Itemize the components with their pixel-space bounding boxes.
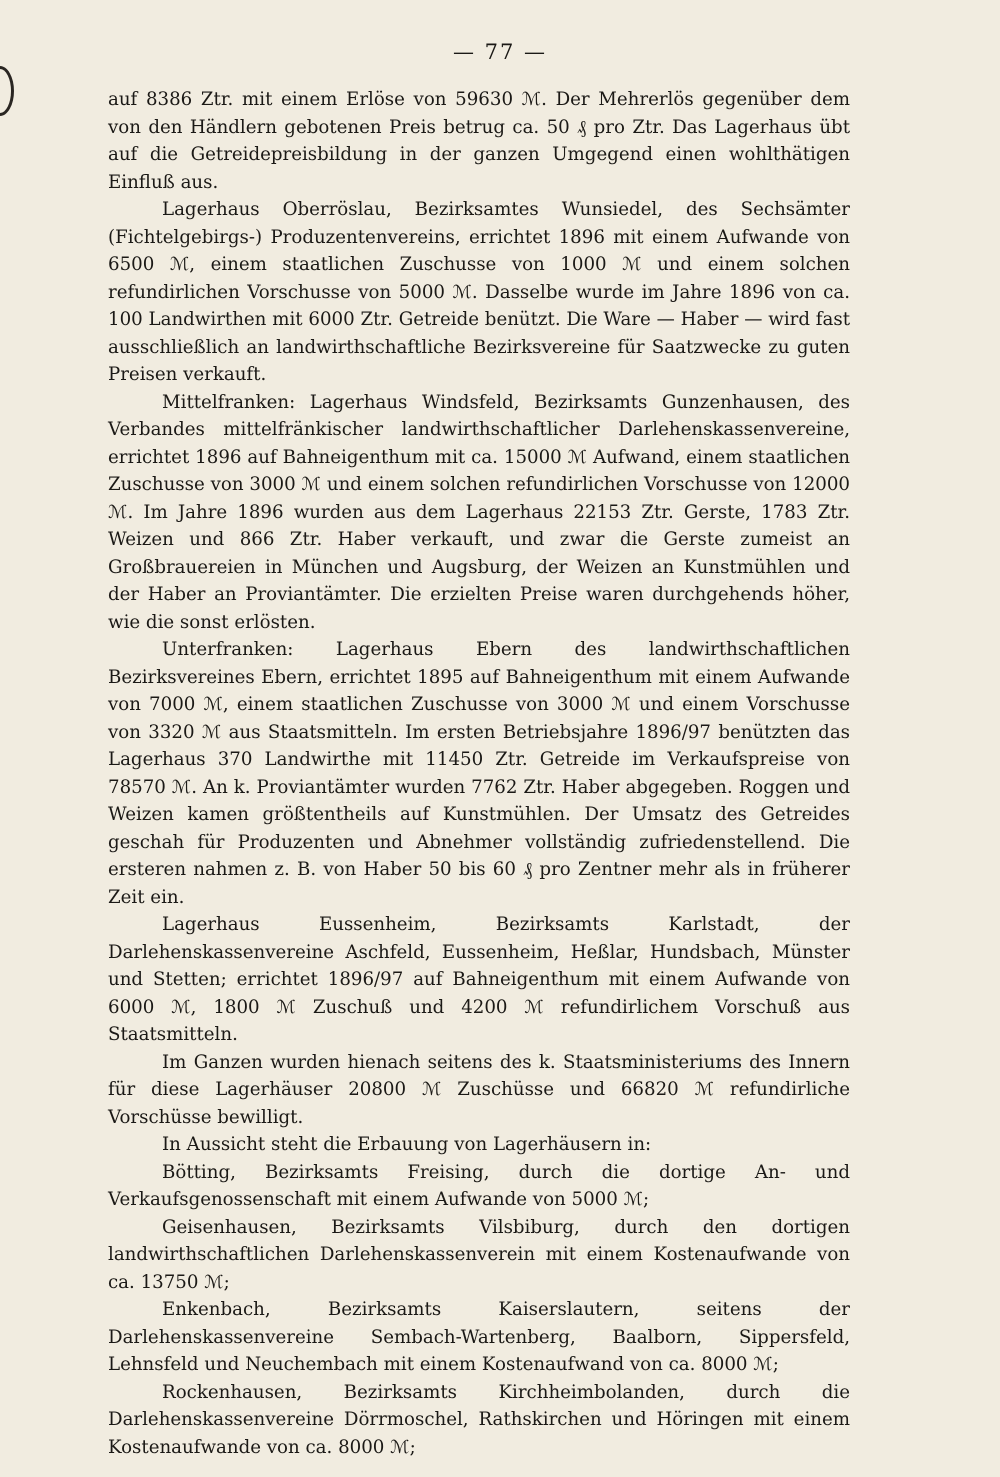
- body-text: [108, 86, 850, 1461]
- paragraph-1: auf 8386 Ztr. mit einem Erlöse von 59630 ℳ. Der Mehrerlös gegenüber dem von den Händlern gebotenen Preis betrug ca. 50 ₰ pro Ztr. Das Lagerhaus übt auf die Getreidepreisbildung in der ganzen Umgegend einen wohlthätigen Einfluß aus.: [108, 89, 850, 193]
- paragraph-5: Lagerhaus Eussenheim, Bezirksamts Karlstadt, der Darlehenskassenvereine Aschfeld, Eussenheim, Heßlar, Hundsbach, Münster und Stetten; errichtet 1896/97 auf Bahneigenthum mit einem Aufwande von 6000 ℳ, 1800 ℳ Zuschuß und 4200 ℳ refundirlichem Vorschuß aus Staatsmitteln.: [108, 914, 850, 1045]
- page-number: — 77 —: [452, 40, 548, 64]
- paragraph-2: Lagerhaus Oberröslau, Bezirksamtes Wunsiedel, des Sechsämter (Fichtelgebirgs-) Produzentenvereins, errichtet 1896 mit einem Aufwande von 6500 ℳ, einem staatlichen Zuschusse von 1000 ℳ und einem solchen refundirlichen Vorschusse von 5000 ℳ. Dasselbe wurde im Jahre 1896 von ca. 100 Landwirthen mit 6000 Ztr. Getreide benützt. Die Ware — Haber — wird fast ausschließlich an landwirthschaftliche Bezirksvereine für Saatzwecke zu guten Preisen verkauft.: [108, 199, 850, 385]
- binding-edge-mark: [0, 66, 14, 116]
- paragraph-6: Im Ganzen wurden hienach seitens des k. Staatsministeriums des Innern für diese Lagerhäuser 20800 ℳ Zuschüsse und 66820 ℳ refundirliche Vorschüsse bewilligt.: [108, 1051, 850, 1128]
- paragraph-10: Enkenbach, Bezirksamts Kaiserslautern, seitens der Darlehenskassenvereine Sembach-Wartenberg, Baalborn, Sippersfeld, Lehnsfeld und Neuchembach mit einem Kostenaufwand von ca. 8000 ℳ;: [108, 1299, 850, 1375]
- paragraph-7: In Aussicht steht die Erbauung von Lagerhäusern in:: [162, 1134, 652, 1155]
- paragraph-9: Geisenhausen, Bezirksamts Vilsbiburg, durch den dortigen landwirthschaftlichen Darlehenskassenverein mit einem Kostenaufwande von ca. 13750 ℳ;: [108, 1216, 850, 1293]
- paragraph-4: Unterfranken: Lagerhaus Ebern des landwirthschaftlichen Bezirksvereines Ebern, errichtet 1895 auf Bahneigenthum mit einem Aufwande von 7000 ℳ, einem staatlichen Zuschusse von 3000 ℳ und einem Vorschusse von 3320 ℳ aus Staatsmitteln. Im ersten Betriebsjahre 1896/97 benützten das Lagerhaus 370 Landwirthe mit 11450 Ztr. Getreide im Verkaufspreise von 78570 ℳ. An k. Proviantämter wurden 7762 Ztr. Haber abgegeben. Roggen und Weizen kamen größtentheils auf Kunstmühlen. Der Umsatz des Getreides geschah für Produzenten und Abnehmer vollständig zufriedenstellend. Die ersteren nahmen z. B. von Haber 50 bis 60 ₰ pro Zentner mehr als in früherer Zeit ein.: [108, 639, 850, 908]
- paragraph-11: Rockenhausen, Bezirksamts Kirchheimbolanden, durch die Darlehenskassenvereine Dörrmoschel, Rathskirchen und Höringen mit einem Kostenaufwande von ca. 8000 ℳ;: [108, 1381, 850, 1458]
- paragraph-3: Mittelfranken: Lagerhaus Windsfeld, Bezirksamts Gunzenhausen, des Verbandes mittelfränkischer landwirthschaftlicher Darlehenskassenvereine, errichtet 1896 auf Bahneigenthum mit ca. 15000 ℳ Aufwand, einem staatlichen Zuschusse von 3000 ℳ und einem solchen refundirlichen Vorschusse von 12000 ℳ. Im Jahre 1896 wurden aus dem Lagerhaus 22153 Ztr. Gerste, 1783 Ztr. Weizen und 866 Ztr. Haber verkauft, und zwar die Gerste zumeist an Großbrauereien in München und Augsburg, der Weizen an Kunstmühlen und der Haber an Proviantämter. Die erzielten Preise waren durchgehends höher, wie die sonst erlösten.: [108, 391, 850, 633]
- paragraph-8: Bötting, Bezirksamts Freising, durch die dortige An- und Verkaufsgenossenschaft mit einem Aufwande von 5000 ℳ;: [108, 1161, 850, 1210]
